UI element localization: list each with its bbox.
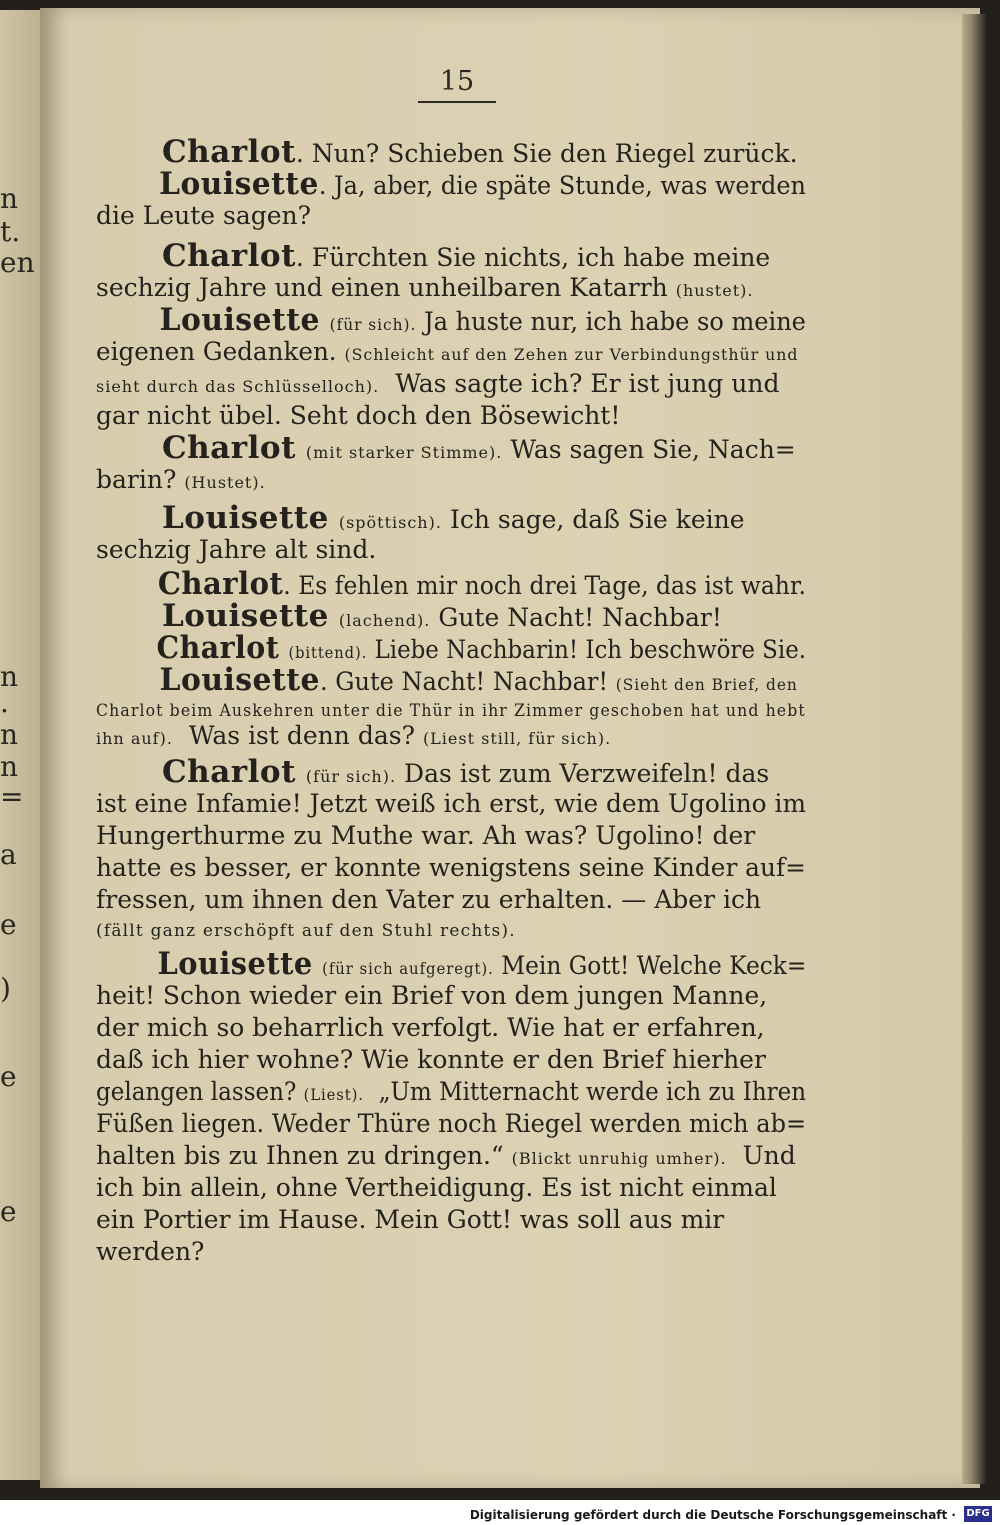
- text-line: [96, 1012, 806, 1044]
- speaker-name: Charlot: [157, 566, 284, 602]
- text-line: [96, 852, 806, 884]
- stage-direction: (Hustet).: [184, 473, 266, 492]
- line-text: Was sagen Sie, Nach=: [510, 435, 796, 464]
- line-text: . Nun? Schieben Sie den Riegel zurück.: [295, 139, 798, 168]
- line-text: Hungerthurme zu Muthe war. Ah was? Ugolino! der: [96, 821, 756, 850]
- text-line: [96, 1076, 807, 1108]
- text-line: [96, 600, 806, 632]
- stage-direction: (Liest still, für sich).: [422, 729, 612, 748]
- line-text: . Es fehlen mir noch drei Tage, das ist wahr.: [283, 571, 806, 600]
- text-line: [96, 336, 799, 368]
- left-page-fragment: a: [0, 838, 17, 871]
- dfg-logo: DFG: [964, 1506, 992, 1522]
- adjacent-page-edge: [0, 10, 42, 1480]
- stage-direction: (mit starker Stimme).: [305, 443, 503, 462]
- line-text: . Ja, aber, die späte Stunde, was werden: [318, 171, 806, 200]
- text-line: [96, 166, 806, 202]
- text-line: [96, 368, 806, 400]
- book-page: [40, 8, 980, 1488]
- text-line: [96, 756, 806, 788]
- line-text: die Leute sagen?: [96, 201, 312, 230]
- line-text: sechzig Jahre alt sind.: [96, 535, 377, 564]
- speaker-name: Louisette: [159, 302, 320, 338]
- line-text: Füßen liegen. Weder Thüre noch Riegel werden mich ab=: [96, 1109, 807, 1138]
- text-line: [96, 630, 807, 666]
- text-line: [96, 1172, 806, 1204]
- stage-direction: (Blickt unruhig umher).: [511, 1149, 727, 1168]
- text-line: [96, 820, 806, 852]
- left-page-fragment: e: [0, 1060, 17, 1093]
- speaker-name: Louisette: [162, 500, 329, 536]
- speaker-name: Louisette: [159, 662, 320, 698]
- stage-direction: (Liest).: [303, 1085, 364, 1104]
- page-number-rule: [418, 101, 496, 103]
- stage-direction: (lachend).: [338, 611, 431, 630]
- left-page-fragment: t.: [0, 215, 21, 248]
- speaker-name: Louisette: [162, 598, 329, 634]
- page-fore-edge: [962, 14, 986, 1484]
- text-line: [96, 566, 806, 602]
- left-page-fragment: ): [0, 972, 11, 1005]
- line-text: halten bis zu Ihnen zu dringen.“: [96, 1141, 504, 1170]
- text-line: [96, 200, 806, 232]
- text-line: [96, 302, 806, 338]
- text-line: [96, 1044, 806, 1076]
- text-line: [96, 980, 806, 1012]
- stage-direction: (fällt ganz erschöpft auf den Stuhl rechts).: [96, 921, 516, 941]
- stage-direction: (hustet).: [675, 281, 754, 300]
- page-number: 15: [439, 66, 475, 97]
- line-text: gar nicht übel. Seht doch den Bösewicht!: [96, 401, 621, 430]
- line-text: Gute Nacht! Nachbar!: [438, 603, 722, 632]
- stage-direction: (Sieht den Brief, den: [615, 675, 798, 694]
- speaker-name: Charlot: [162, 238, 296, 274]
- line-text: barin?: [96, 465, 177, 494]
- left-page-fragment: n: [0, 660, 19, 693]
- left-page-fragment: n: [0, 182, 19, 215]
- text-line: [96, 788, 807, 820]
- left-page-fragment: e: [0, 908, 17, 941]
- line-text: hatte es besser, er konnte wenigstens seine Kinder auf=: [96, 853, 806, 882]
- line-text: ein Portier im Hause. Mein Gott! was soll aus mir: [96, 1205, 725, 1234]
- line-text: heit! Schon wieder ein Brief von dem jungen Manne,: [96, 981, 768, 1010]
- stage-direction: sieht durch das Schlüsselloch).: [96, 377, 380, 396]
- stage-direction: (für sich).: [305, 767, 397, 786]
- line-text: der mich so beharrlich verfolgt. Wie hat er erfahren,: [96, 1013, 765, 1042]
- line-text: ich bin allein, ohne Vertheidigung. Es ist nicht einmal: [96, 1173, 777, 1202]
- text-line: [96, 432, 806, 464]
- line-text: „Um Mitternacht werde ich zu Ihren: [378, 1077, 807, 1106]
- line-text: Liebe Nachbarin! Ich beschwöre Sie.: [374, 635, 807, 664]
- left-page-fragment: n: [0, 718, 19, 751]
- text-line: [96, 464, 806, 496]
- line-text: Und: [742, 1141, 796, 1170]
- text-line: [96, 1204, 806, 1236]
- line-text: ist eine Infamie! Jetzt weiß ich erst, wie dem Ugolino im: [96, 789, 807, 818]
- text-line: [96, 912, 806, 944]
- line-text: sechzig Jahre und einen unheilbaren Katarrh: [96, 273, 668, 302]
- line-text: Ich sage, daß Sie keine: [449, 505, 745, 534]
- text-line: [96, 1236, 806, 1268]
- line-text: Was sagte ich? Er ist jung und: [395, 369, 780, 398]
- text-line: [96, 272, 806, 304]
- funding-notice: Digitalisierung gefördert durch die Deutsche Forschungsgemeinschaft ·: [469, 1508, 956, 1522]
- stage-direction: ihn auf).: [96, 729, 173, 748]
- left-page-fragment: en: [0, 246, 35, 279]
- line-text: Was ist denn das?: [188, 721, 415, 750]
- line-text: daß ich hier wohne? Wie konnte er den Brief hierher: [96, 1045, 766, 1074]
- line-text: Mein Gott! Welche Keck=: [501, 951, 807, 980]
- speaker-name: Charlot: [156, 630, 280, 666]
- left-page-fragment: n: [0, 750, 19, 783]
- stage-direction: (für sich aufgeregt).: [322, 959, 494, 978]
- speaker-name: Louisette: [157, 946, 313, 982]
- stage-direction: (für sich).: [329, 315, 417, 334]
- text-line: [96, 534, 806, 566]
- speaker-name: Charlot: [162, 134, 296, 170]
- text-line: [96, 240, 806, 272]
- text-line: [96, 136, 806, 168]
- speaker-name: Charlot: [162, 430, 296, 466]
- speaker-name: Charlot: [162, 754, 296, 790]
- line-text: fressen, um ihnen den Vater zu erhalten. — Aber ich: [96, 885, 762, 914]
- text-line: [96, 946, 807, 982]
- line-text: werden?: [96, 1237, 205, 1266]
- line-text: Ja huste nur, ich habe so meine: [423, 307, 806, 336]
- stage-direction: (spöttisch).: [338, 513, 442, 532]
- text-line: [96, 1140, 806, 1172]
- text-line: [96, 400, 806, 432]
- line-text: . Fürchten Sie nichts, ich habe meine: [295, 243, 771, 272]
- left-page-fragment: =: [0, 780, 24, 813]
- line-text: eigenen Gedanken.: [96, 337, 337, 366]
- text-line: [96, 1108, 807, 1140]
- speaker-name: Louisette: [159, 166, 319, 202]
- text-line: [96, 502, 806, 534]
- left-page-fragment: .: [0, 686, 9, 719]
- stage-direction: Charlot beim Auskehren unter die Thür in ihr Zimmer geschoben hat und hebt: [96, 701, 806, 721]
- stage-direction: (bittend).: [288, 643, 368, 662]
- stage-direction: (Schleicht auf den Zehen zur Verbindungsthür und: [344, 345, 799, 364]
- line-text: gelangen lassen?: [96, 1077, 297, 1106]
- text-line: [96, 720, 806, 752]
- line-text: Das ist zum Verzweifeln! das: [404, 759, 770, 788]
- line-text: . Gute Nacht! Nachbar!: [319, 667, 609, 696]
- left-page-fragment: e: [0, 1195, 17, 1228]
